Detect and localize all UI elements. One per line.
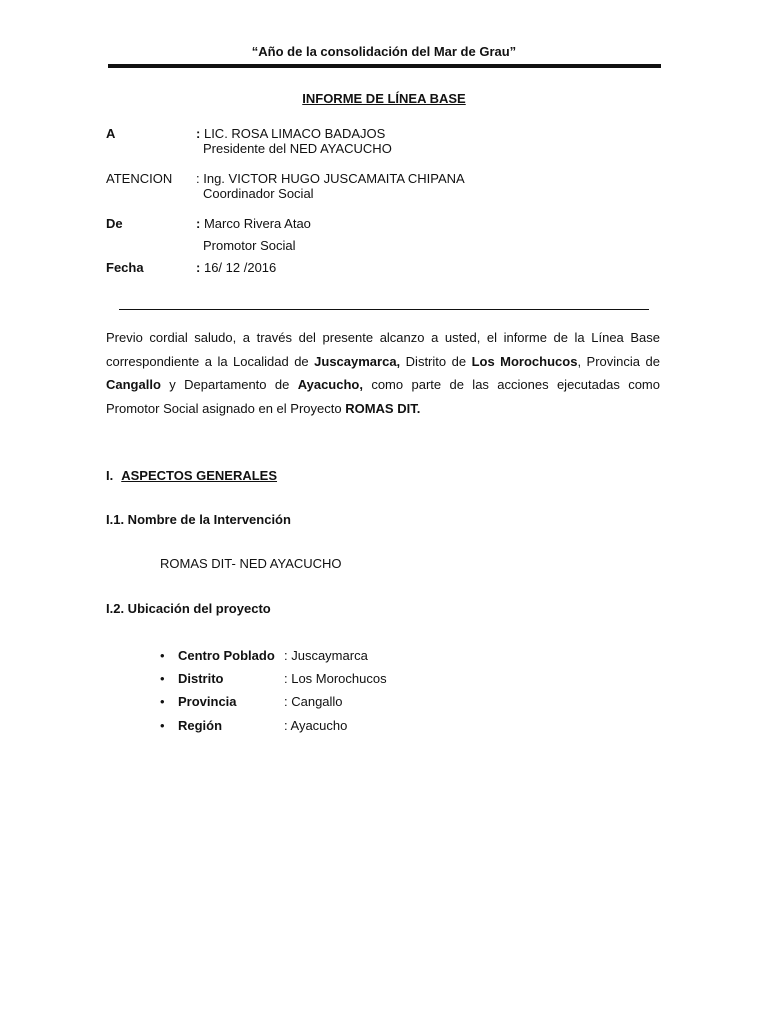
subsection-2-title: I.2. Ubicación del proyecto — [106, 601, 271, 616]
list-item: • Provincia : Cangallo — [160, 694, 343, 709]
document-title: INFORME DE LÍNEA BASE — [302, 91, 466, 106]
date-value: : 16/ 12 /2016 — [196, 260, 277, 275]
from-name: : Marco Rivera Atao — [196, 216, 311, 231]
header-divider — [108, 64, 661, 68]
attention-name: : Ing. VICTOR HUGO JUSCAMAITA CHIPANA — [196, 171, 465, 186]
section-heading: I. ASPECTOS GENERALES — [106, 468, 278, 483]
header-motto: “Año de la consolidación del Mar de Grau” — [251, 44, 517, 59]
section-separator — [119, 309, 649, 310]
from-role: Promotor Social — [203, 238, 296, 253]
list-item: • Centro Poblado : Juscaymarca — [160, 648, 368, 663]
attention-label: ATENCION — [106, 171, 173, 186]
to-label: A — [106, 126, 116, 141]
list-item: • Distrito : Los Morochucos — [160, 671, 387, 686]
subsection-1-title: I.1. Nombre de la Intervención — [106, 512, 291, 527]
list-item: • Región : Ayacucho — [160, 718, 348, 733]
intro-paragraph: Previo cordial saludo, a través del presente alcanzo a usted, el informe de la Línea Base correspondiente a la Localidad de Juscaymarca, Distrito de Los Morochucos, Provincia de Cangallo y Departamento de Ayacucho, como parte de las acciones ejecutadas como Promotor Social asignado en el Proyecto ROMAS DIT. — [106, 330, 660, 416]
intervention-name: ROMAS DIT- NED AYACUCHO — [160, 556, 342, 571]
to-name: : LIC. ROSA LIMACO BADAJOS — [196, 126, 386, 141]
from-label: De — [106, 216, 123, 231]
attention-role: Coordinador Social — [203, 186, 314, 201]
date-label: Fecha — [106, 260, 144, 275]
to-role: Presidente del NED AYACUCHO — [203, 141, 392, 156]
